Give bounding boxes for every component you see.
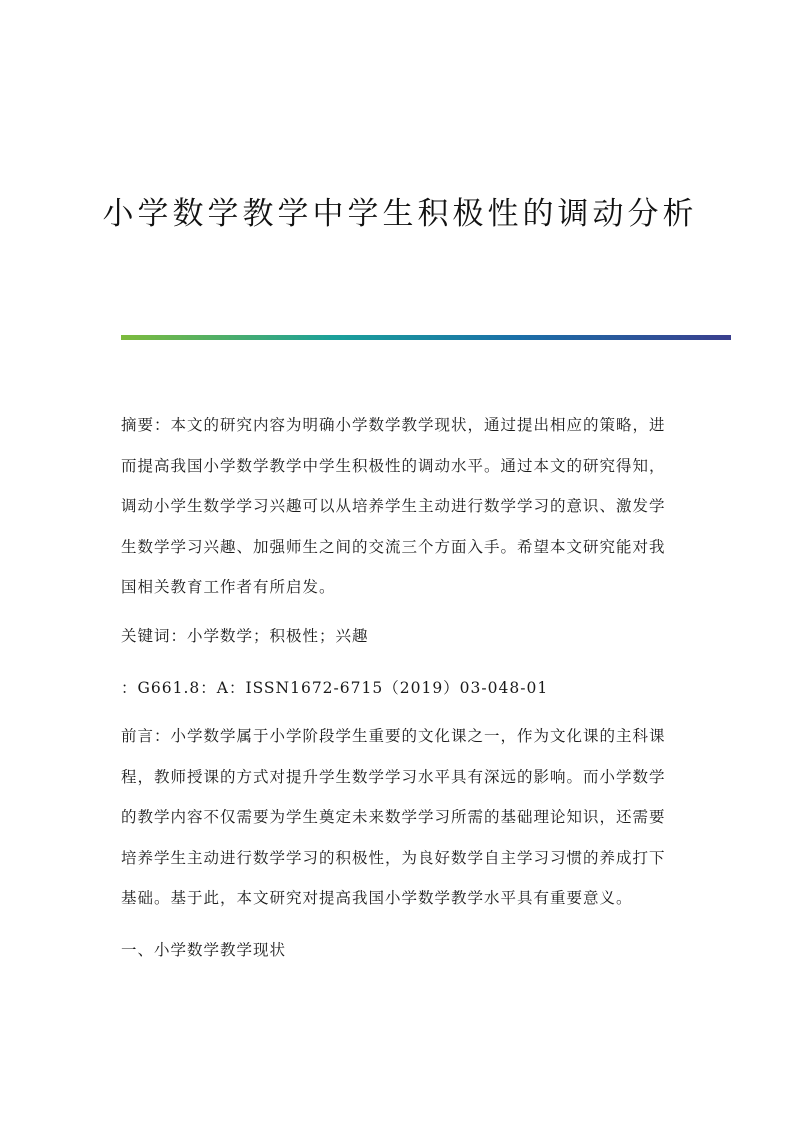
abstract-paragraph: 摘要：本文的研究内容为明确小学数学教学现状，通过提出相应的策略，进而提高我国小学数学教学中学生积极性的调动水平。通过本文的研究得知，调动小学生数学学习兴趣可以从培养学生主动进行数学学习的意识、激发学生数学学习兴趣、加强师生之间的交流三个方面入手。希望本文研究能对我国相关教育工作者有所启发。 xyxy=(121,416,666,596)
title-divider xyxy=(121,335,731,340)
document-title: 小学数学教学中学生积极性的调动分析 xyxy=(102,196,698,232)
preface-paragraph: 前言：小学数学属于小学阶段学生重要的文化课之一，作为文化课的主科课程，教师授课的方式对提升学生数学学习水平具有深远的影响。而小学数学的教学内容不仅需要为学生奠定未来数学学习所需的基础理论知识，还需要培养学生主动进行数学学习的积极性，为良好数学自主学习习惯的养成打下基础。基于此，本文研究对提高我国小学数学教学水平具有重要意义。 xyxy=(121,727,666,907)
section-heading: 一、小学数学教学现状 xyxy=(121,941,287,959)
keywords-line: 关键词：小学数学；积极性；兴趣 xyxy=(121,627,369,645)
classification-line: ：G661.8：A：ISSN1672-6715（2019）03-048-01 xyxy=(121,679,549,697)
